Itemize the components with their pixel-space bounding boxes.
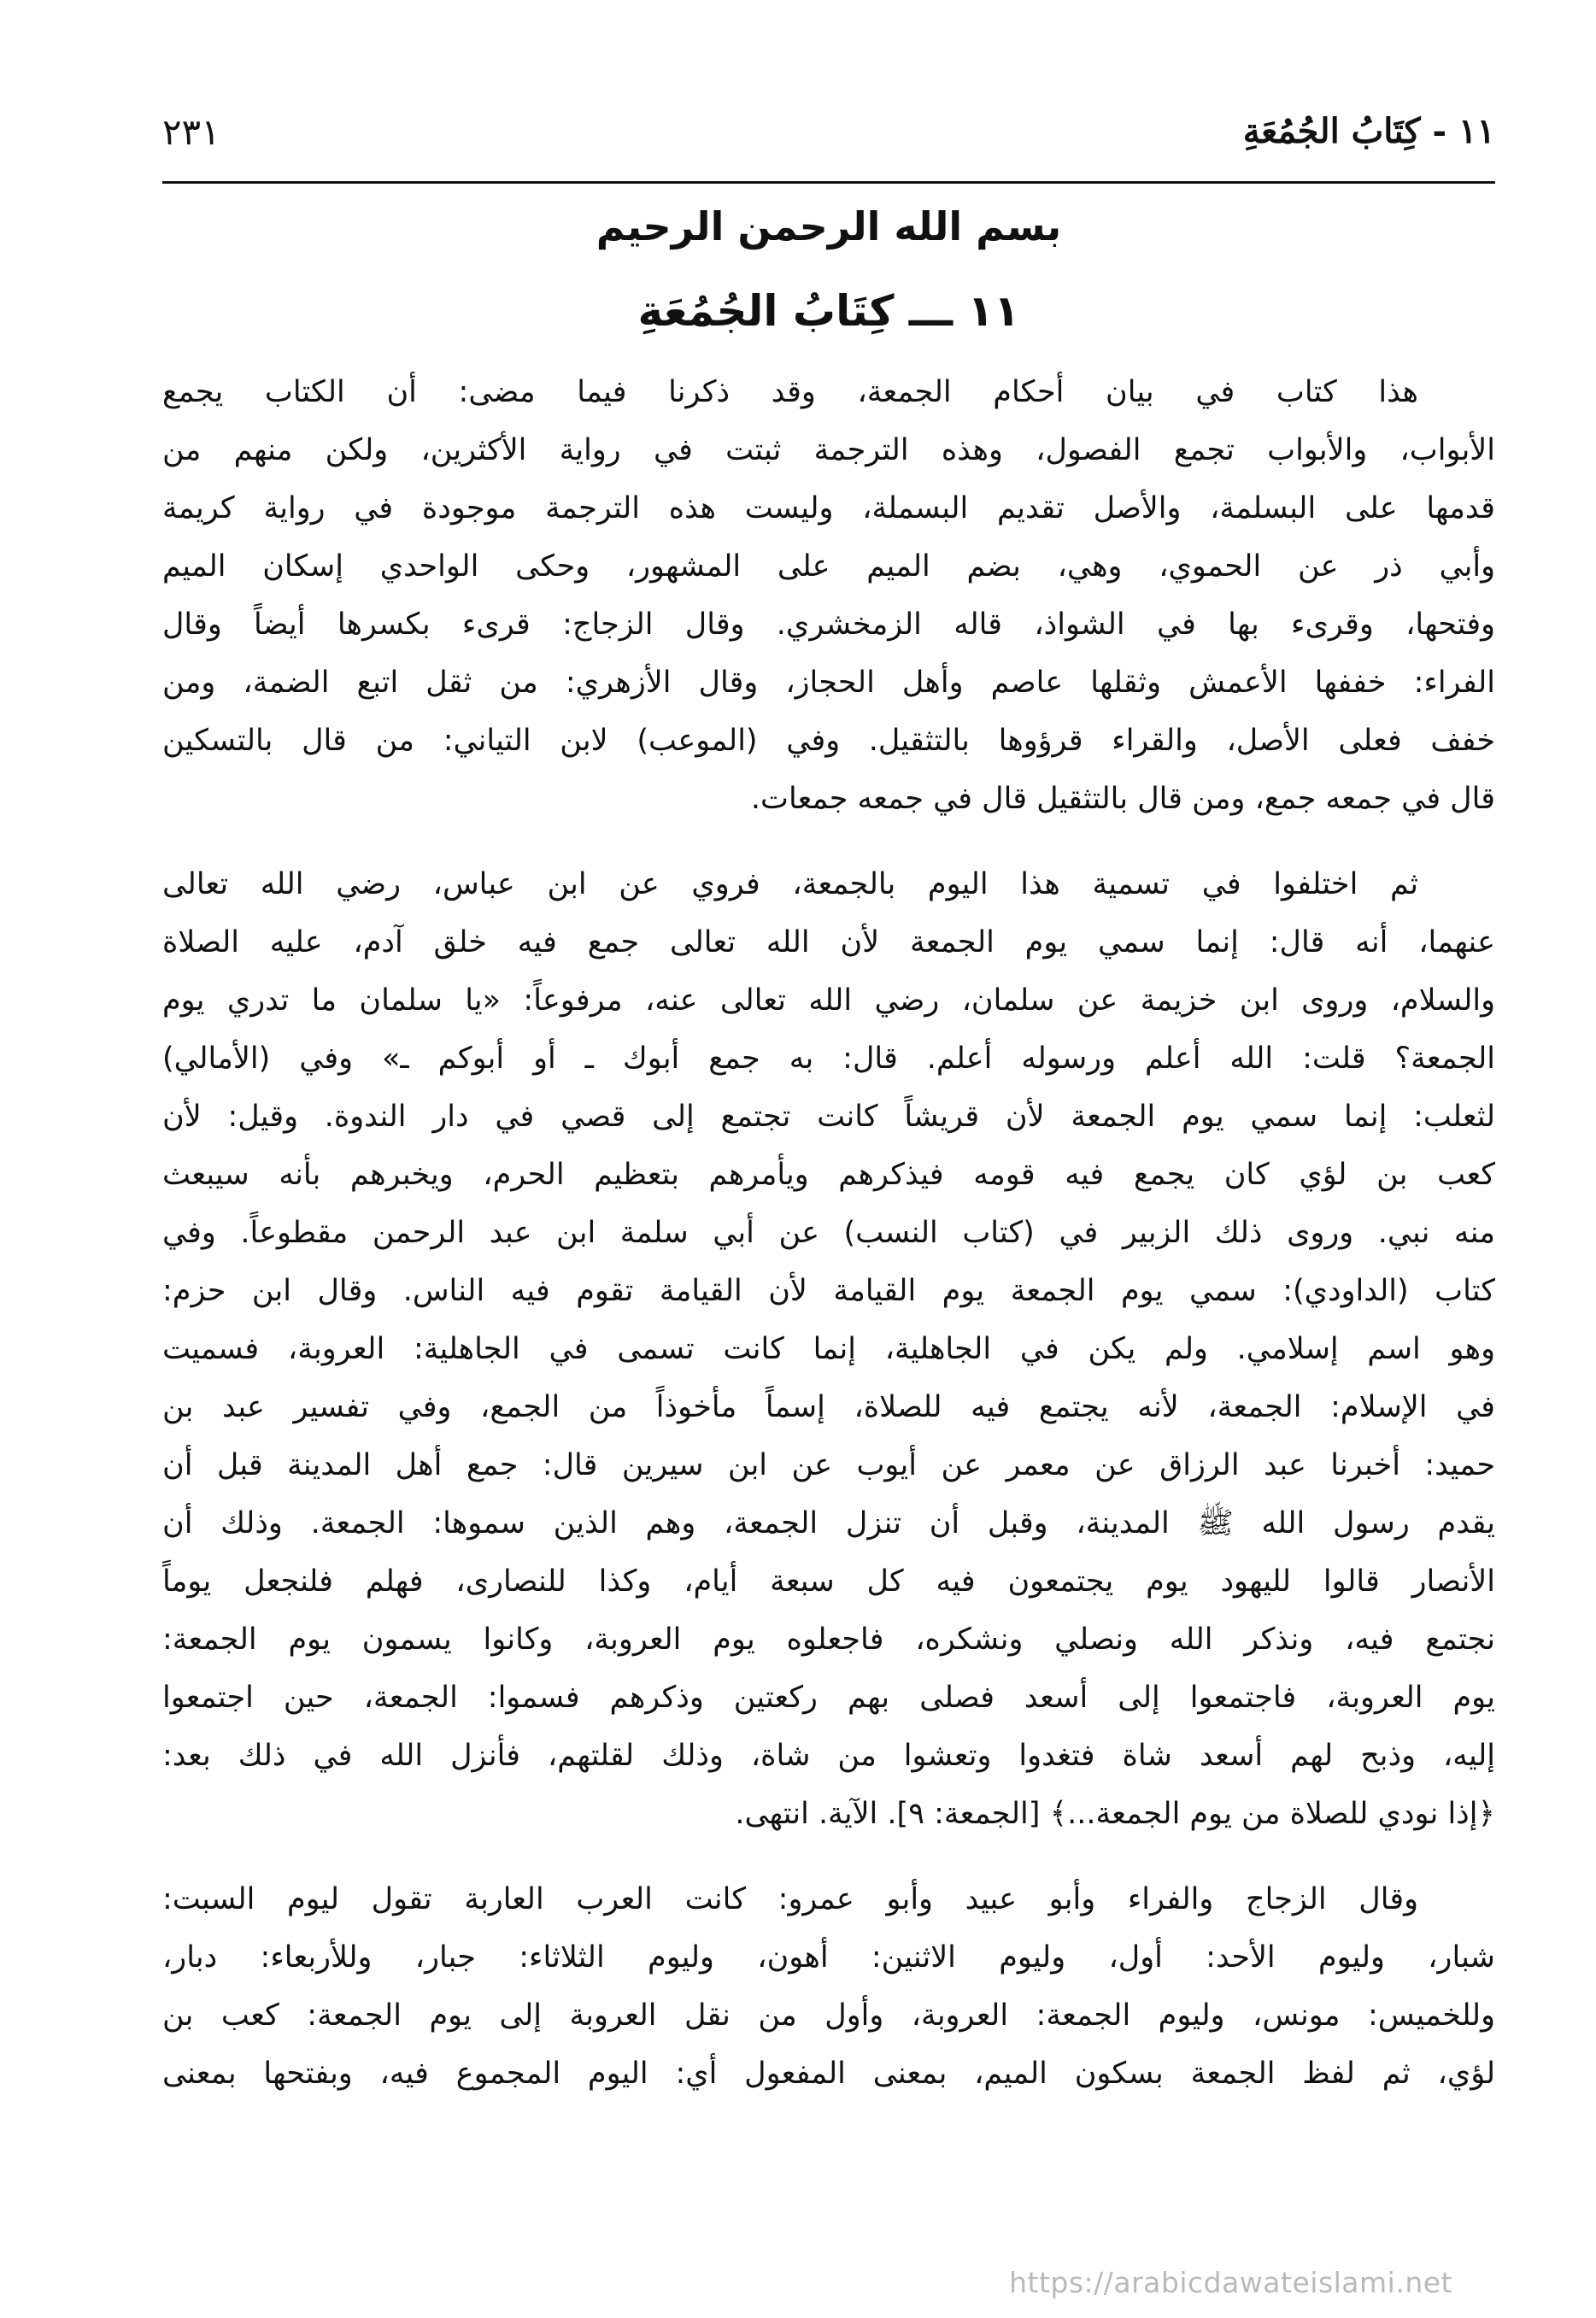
text-line: وهو اسم إسلامي. ولم يكن في الجاهلية، إنما كانت تسمى في الجاهلية: العروبة، فسميت (162, 1332, 1495, 1366)
text-line: الجمعة؟ قلت: الله أعلم ورسوله أعلم. قال: به جمع أبوك ـ أو أبوكم ـ» وفي (الأمالي) (162, 1042, 1495, 1076)
paragraph-gap (162, 828, 1495, 855)
text-line: عنهما، أنه قال: إنما سمي يوم الجمعة لأن الله تعالى جمع فيه خلق آدم، عليه الصلاة (162, 925, 1495, 959)
text-line: قال في جمعه جمع، ومن قال بالتثقيل قال في جمعه جمعات. (750, 782, 1495, 816)
header-rule (162, 181, 1495, 184)
paragraph-1 (162, 363, 1495, 828)
text-line: إليه، وذبح لهم أسعد شاة فتغدوا وتعشوا من شاة، وذلك لقلتهم، فأنزل الله في ذلك بعد: (162, 1739, 1495, 1773)
text-line: ثم اختلفوا في تسمية هذا اليوم بالجمعة، فروي عن ابن عباس، رضي الله تعالى (162, 867, 1418, 901)
chapter-title: ١١ ـــ كِتَابُ الجُمُعَةِ (637, 286, 1020, 336)
text-line: الفراء: خففها الأعمش وثقلها عاصم وأهل الحجاز، وقال الأزهري: من ثقل اتبع الضمة، ومن (162, 666, 1495, 700)
text-line: نجتمع فيه، ونذكر الله ونصلي ونشكره، فاجعلوه يوم العروبة، وكانوا يسمون يوم الجمعة: (162, 1623, 1495, 1657)
basmala-heading: بسم الله الرحمن الرحيم (596, 203, 1062, 249)
paragraph-2 (162, 855, 1495, 1843)
text-line: وقال الزجاج والفراء وأبو عبيد وأبو عمرو: كانت العرب العاربة تقول ليوم السبت: (162, 1882, 1418, 1916)
paragraph-gap (162, 1843, 1495, 1870)
page-number: ٢٣١ (162, 111, 220, 153)
text-line: قدمها على البسلمة، والأصل تقديم البسملة، وليست هذه الترجمة موجودة في رواية كريمة (162, 491, 1495, 525)
text-line: لثعلب: إنما سمي يوم الجمعة لأن قريشاً كانت تجتمع إلى قصي في دار الندوة. وقيل: لأن (162, 1100, 1495, 1134)
text-line: وللخميس: مونس، وليوم الجمعة: العروبة، وأول من نقل العروبة إلى يوم الجمعة: كعب بن (162, 1998, 1495, 2033)
text-line: وفتحها، وقرىء بها في الشواذ، قاله الزمخشري. وقال الزجاج: قرىء بكسرها أيضاً وقال (162, 607, 1495, 642)
text-line: يوم العروبة، فاجتمعوا إلى أسعد فصلى بهم ركعتين وذكرهم فسموا: الجمعة، حين اجتمعوا (162, 1681, 1495, 1715)
text-line: الأبواب، والأبواب تجمع الفصول، وهذه الترجمة ثبتت في رواية الأكثرين، ولكن منهم من (162, 433, 1495, 467)
text-line: حميد: أخبرنا عبد الرزاق عن معمر عن أيوب عن ابن سيرين قال: جمع أهل المدينة قبل أن (162, 1448, 1495, 1482)
text-line: خفف فعلى الأصل، والقراء قرؤوها بالتثقيل. وفي (الموعب) لابن التياني: من قال بالتسكين (162, 724, 1495, 758)
text-line: وأبي ذر عن الحموي، وهي، بضم الميم على المشهور، وحكى الواحدي إسكان الميم (162, 549, 1495, 584)
text-line: كعب بن لؤي كان يجمع فيه قومه فيذكرهم ويأمرهم بتعظيم الحرم، ويخبرهم بأنه سيبعث (162, 1158, 1495, 1192)
text-line: في الإسلام: الجمعة، لأنه يجتمع فيه للصلاة، إسماً مأخوذاً من الجمع، وفي تفسير عبد بن (162, 1390, 1495, 1424)
running-head-title: ١١ - كِتَابُ الجُمُعَةِ (1242, 111, 1495, 151)
text-line: شبار، وليوم الأحد: أول، وليوم الاثنين: أهون، وليوم الثلاثاء: جبار، وللأربعاء: دبار، (162, 1940, 1495, 1975)
paragraph-3 (162, 1870, 1495, 2103)
text-line: الأنصار قالوا لليهود يوم يجتمعون فيه كل سبعة أيام، وكذا للنصارى، فهلم فلنجعل يوماً (162, 1564, 1495, 1599)
text-line: منه نبي. وروى ذلك الزبير في (كتاب النسب) عن أبي سلمة ابن عبد الرحمن مقطوعاً. وفي (162, 1216, 1495, 1250)
text-line: هذا كتاب في بيان أحكام الجمعة، وقد ذكرنا فيما مضى: أن الكتاب يجمع (162, 375, 1418, 409)
text-line: لؤي، ثم لفظ الجمعة بسكون الميم، بمعنى المفعول أي: اليوم المجموع فيه، وبفتحها بمعنى (162, 2057, 1495, 2091)
text-line: والسلام، وروى ابن خزيمة عن سلمان، رضي الله تعالى عنه، مرفوعاً: «يا سلمان ما تدري يوم (162, 983, 1495, 1018)
body-text (162, 363, 1495, 2103)
text-line: ﴿إذا نودي للصلاة من يوم الجمعة...﴾ [الجمعة: ٩]. الآية. انتهى. (735, 1797, 1495, 1831)
running-head (162, 111, 1495, 171)
text-line: يقدم رسول الله ﷺ المدينة، وقبل أن تنزل الجمعة، وهم الذين سموها: الجمعة. وذلك أن (162, 1506, 1495, 1540)
watermark-url: https://arabicdawateislami.net (1009, 2266, 1452, 2299)
text-line: كتاب (الداودي): سمي يوم الجمعة يوم القيامة لأن القيامة تقوم فيه الناس. وقال ابن حزم: (162, 1274, 1495, 1308)
